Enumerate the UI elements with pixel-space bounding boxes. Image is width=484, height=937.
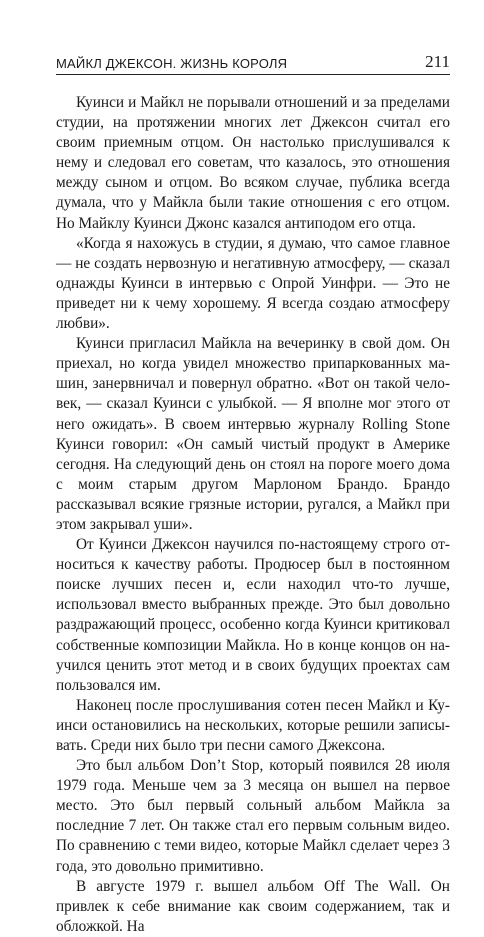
running-title: МАЙКЛ ДЖЕКСОН. ЖИЗНЬ КОРОЛЯ: [56, 56, 288, 71]
page-number: 211: [425, 52, 450, 71]
paragraph: От Куинси Джексон научился по-настоящему строго относиться к качеству работы. Продюсер был в постоянном поиске лучших песен и, если находил что-то лучше, использовал вместо выбранных прежде. Это был довольно раздражающий процесс, особенно когда Куинси критиковал собственные композиции Майкла. Но в конце концов он научился ценить этот метод и в своих будущих проектах сам пользовался им.: [56, 536, 450, 694]
paragraph: Куинси и Майкл не порывали отношений и за пределами студии, на протяжении многих лет Джексон считал его своим приемным отцом. Он настолько прислушивался к нему и следовал его советам, что казалось, это отношения между сыном и отцом. Во всяком случае, публика всегда думала, что у Майкла были такие отношения с его отцом. Но Майклу Куинси Джонс казался антиподом его отца.: [56, 94, 450, 232]
body-text: [56, 93, 450, 937]
paragraph: «Когда я нахожусь в студии, я думаю, что самое главное — не создать нервозную и негативную атмосферу, — сказал однажды Куинси в интервью с Опрой Уинфри. — Это не приведет ни к чему хорошему. Я всегда создаю атмосферу любви».: [56, 234, 450, 333]
paragraph: Это был альбом Don’t Stop, который появился 28 июля 1979 года. Меньше чем за 3 месяца он вышел на первое место. Это был первый сольный альбом Майкла за последние 7 лет. Он также стал его первым сольным видео. По сравнению с теми видео, которые Майкл сделает через 3 года, это довольно примитивно.: [56, 757, 450, 875]
paragraph: Наконец после прослушивания сотен песен Майкл и Куинси остановились на нескольких, которые решили записывать. Среди них было три песни самого Джексона.: [56, 696, 450, 754]
running-header: [56, 52, 450, 75]
paragraph: Куинси пригласил Майкла на вечеринку в свой дом. Он приехал, но когда увидел множество припаркованных машин, занервничал и повернул обратно. «Вот он такой человек, — сказал Куинси с улыбкой. — Я вполне мог этого от него ожидать». В своем интервью журналу Rolling Stone Куинси говорил: «Он самый чистый продукт в Америке сегодня. На следующий день он стоял на пороге моего дома с моим старым другом Марлоном Брандо. Брандо рассказывал всякие грязные истории, ругался, а Майкл при этом закрывал уши».: [56, 335, 450, 533]
paragraph: В августе 1979 г. вышел альбом Off The Wall. Он привлек к себе внимание как своим содержанием, так и обложкой. На: [56, 877, 450, 935]
